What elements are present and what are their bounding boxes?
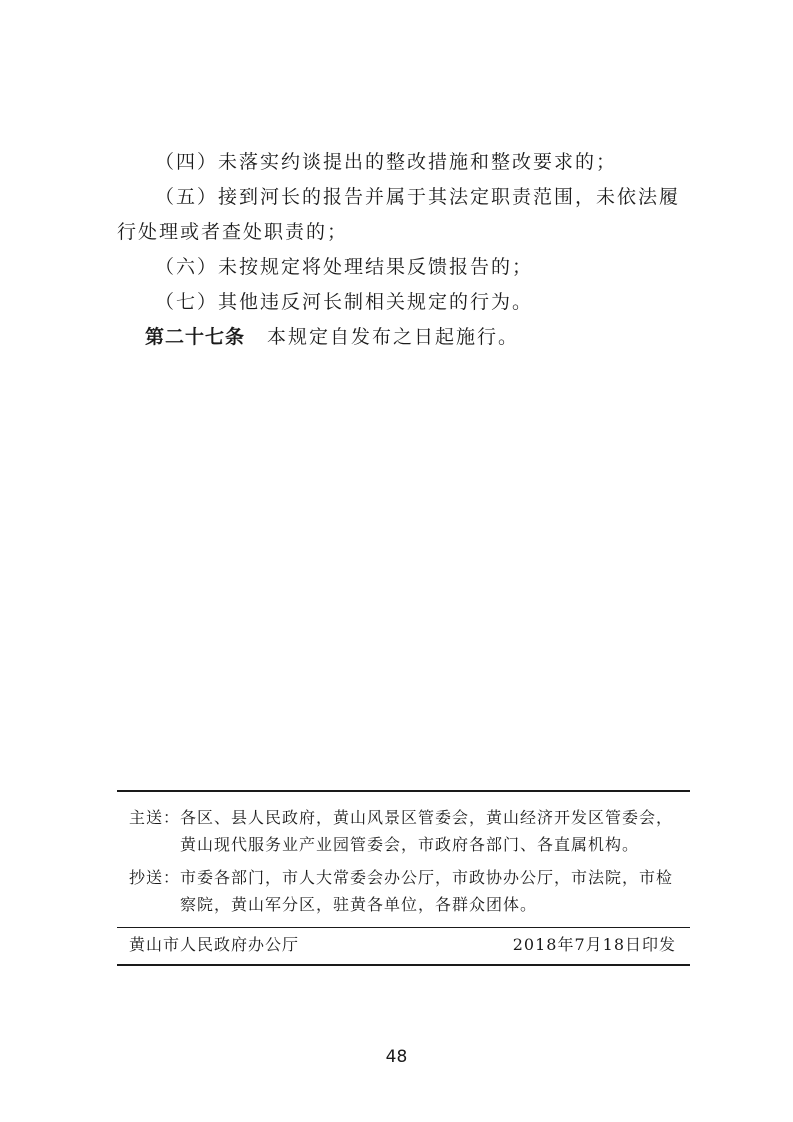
cc-recipients-text: 市委各部门，市人大常委会办公厅，市政协办公厅，市法院，市检察院，黄山军分区，驻黄各单位，各群众团体。 [180, 868, 674, 914]
page-number: 48 [385, 1047, 408, 1067]
issuer-name: 黄山市人民政府办公厅 [129, 935, 300, 954]
article-text: 本规定自发布之日起施行。 [267, 326, 520, 348]
clause-item-4: （四）未落实约谈提出的整改措施和整改要求的； [155, 151, 618, 173]
main-recipients-label: 主送： [129, 808, 181, 827]
bottom-divider [117, 964, 690, 966]
article-number: 第二十七条 [145, 326, 246, 348]
main-recipients-block [117, 792, 690, 858]
clause-item-7: （七）其他违反河长制相关规定的行为。 [155, 291, 534, 313]
cc-recipients-block [117, 858, 690, 927]
issue-date: 2018年7月18日印发 [512, 935, 676, 954]
clause-item-6: （六）未按规定将处理结果反馈报告的； [155, 256, 534, 278]
main-recipients-text: 各区、县人民政府，黄山风景区管委会，黄山经济开发区管委会，黄山现代服务业产业园管委会，市政府各部门、各直属机构。 [180, 808, 674, 854]
document-body [117, 145, 693, 355]
clause-item-5: （五）接到河长的报告并属于其法定职责范围，未依法履行处理或者查处职责的； [117, 186, 681, 243]
cc-recipients-label: 抄送： [129, 868, 181, 887]
issue-info-row [117, 928, 690, 964]
distribution-block [117, 790, 690, 966]
article-27 [117, 320, 693, 355]
